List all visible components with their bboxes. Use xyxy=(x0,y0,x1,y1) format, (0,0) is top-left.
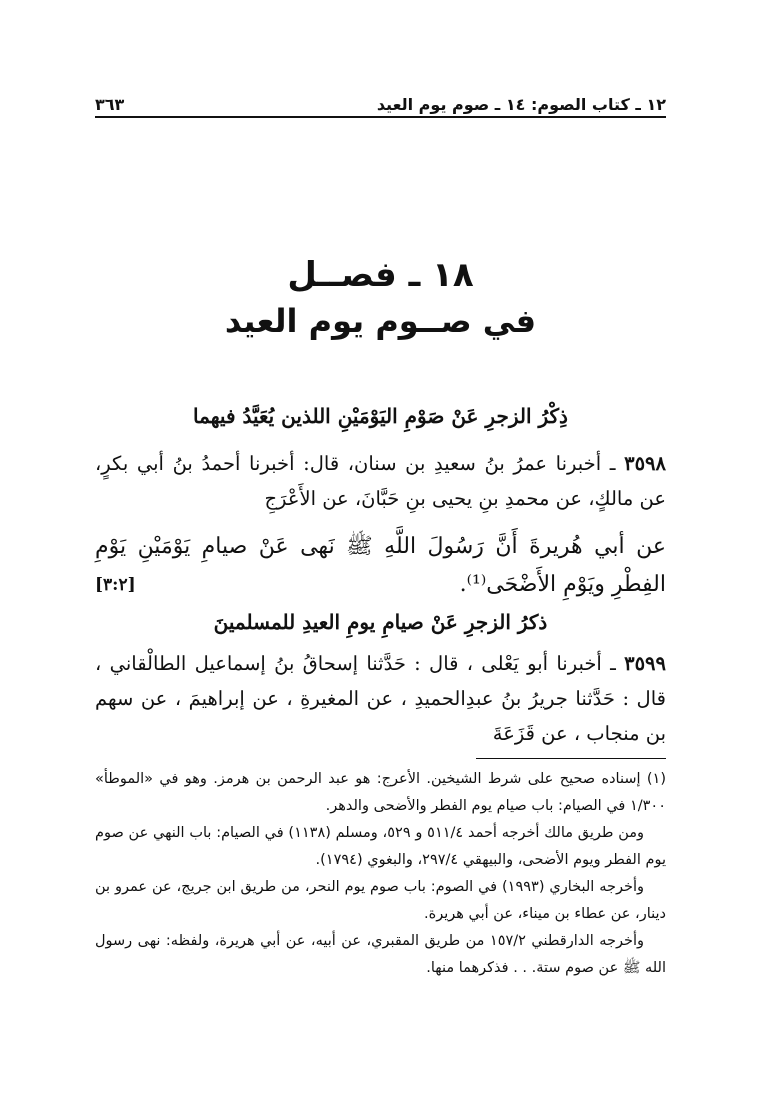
hadith-3599-isnad xyxy=(95,646,666,751)
matn-text: عن أبي هُريرةَ أَنَّ رَسُولَ اللَّهِ ﷺ نَهى عَنْ صيامِ يَوْمَيْنِ يَوْمِ الفِطْرِ ويَوْمِ الأَضْحَى⁽¹⁾. xyxy=(95,534,666,597)
footnote-para: ومن طريق مالك أخرجه أحمد ٥١١/٤ و ٥٢٩، ومسلم (١١٣٨) في الصيام: باب النهي عن صوم يوم الفطر ويوم الأضحى، والبيهقي ٢٩٧/٤، والبغوي (١٧٩٤). xyxy=(95,825,666,868)
chapter-reference: ١٢ ـ كتاب الصوم: ١٤ ـ صوم يوم العيد xyxy=(376,95,666,114)
hadith-reference: [٣:٢] xyxy=(95,575,136,595)
header-rule xyxy=(95,116,666,118)
hadith-3598-matn xyxy=(95,528,666,604)
section-heading-1: ذِكْرُ الزجرِ عَنْ صَوْمِ اليَوْمَيْنِ اللذين يُعَيَّدُ فيهما xyxy=(193,404,568,428)
chapter-title: في صــوم يوم العيد xyxy=(224,302,537,340)
hadith-3598-isnad xyxy=(95,446,666,516)
isnad-text: ـ أخبرنا عمرُ بنُ سعيدِ بن سنان، قال: أخبرنا أحمدُ بنُ أبي بكرٍ، عن مالكٍ، عن محمدِ بنِ يحيى بنِ حَبَّانَ، عن الأَعْرَجِ xyxy=(95,452,666,510)
footnote-para: وأخرجه البخاري (١٩٩٣) في الصوم: باب صوم يوم النحر، من طريق ابن جريج، عن عمرو بن دينار، عن عطاء بن ميناء، عن أبي هريرة. xyxy=(95,879,666,922)
hadith-number: ٣٥٩٩ xyxy=(624,652,666,675)
footnote-1: (١) إسناده صحيح على شرط الشيخين. الأعرج: هو عبد الرحمن بن هرمز. وهو في «الموطأ» ١/٣٠٠ في الصيام: باب صيام يوم الفطر والأضحى والدهر. xyxy=(95,771,666,814)
hadith-number: ٣٥٩٨ xyxy=(624,452,666,475)
footnotes xyxy=(95,766,666,982)
isnad-text: ـ أخبرنا أبو يَعْلى ، قال : حَدَّثنا إسحاقُ بنُ إسماعيل الطالْقاني ، قال : حَدَّثنا جريرُ بنُ عبدِالحميدِ ، عن المغيرةِ ، عن إبراهيمَ ، عن سهم بن منجاب ، عن قَزَعَةَ xyxy=(95,652,666,745)
chapter-number: ١٨ ـ فصــل xyxy=(287,255,474,295)
footnote-rule xyxy=(476,758,666,759)
section-heading-2: ذكرُ الزجرِ عَنْ صيامِ يومِ العيدِ للمسلمينَ xyxy=(213,610,548,634)
footnote-para: وأخرجه الدارقطني ١٥٧/٢ من طريق المقبري، عن أبيه، عن أبي هريرة، ولفظه: نهى رسول الله ﷺ عن صوم ستة. . . فذكرهما منها. xyxy=(95,933,666,976)
running-header xyxy=(95,88,666,114)
page-number: ٣٦٣ xyxy=(95,95,125,114)
